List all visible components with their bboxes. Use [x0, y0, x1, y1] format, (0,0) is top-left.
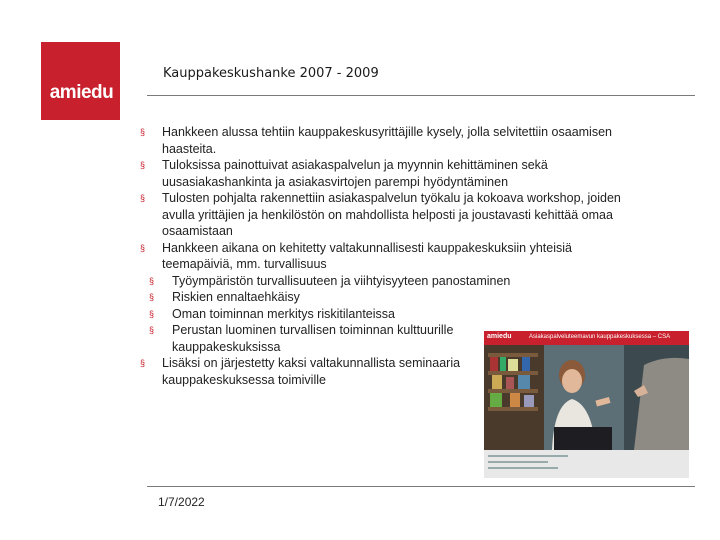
bullet-icon: §	[140, 160, 146, 170]
amiedu-logo	[41, 42, 120, 120]
sub-bullet-item-2	[140, 289, 640, 306]
bullet-item-5	[140, 355, 462, 388]
bullet-item-1	[140, 124, 640, 157]
title-divider	[147, 95, 695, 96]
footer-divider	[147, 486, 695, 487]
bullet-icon: §	[149, 275, 155, 286]
bullet-icon: §	[149, 325, 155, 335]
bullet-item-4	[140, 240, 640, 273]
bullet-text: Lisäksi on järjestetty kaksi valtakunnallista seminaaria kauppakeskuksessa toimiville	[162, 356, 461, 387]
video-header-text: Asiakaspalveluteemavun kauppakeskuksessa – CSA	[529, 334, 671, 340]
logo-text: amiedu	[49, 82, 114, 103]
video-header-bar	[484, 331, 689, 345]
sub-bullet-item-1	[140, 273, 640, 290]
bullet-item-3	[140, 190, 640, 240]
bullet-text: Hankkeen aikana on kehitetty valtakunnallisesti kauppakeskuksiin yhteisiä teemapäiviä, mm. turvallisuus	[162, 240, 572, 271]
caption-line	[488, 461, 548, 463]
sub-bullet-text: Riskien ennaltaehkäisy	[172, 290, 300, 304]
slide-date: 1/7/2022	[158, 495, 205, 509]
bullet-item-2	[140, 157, 640, 190]
sub-bullet-text: Perustan luominen turvallisen toiminnan kulttuurille kauppakeskuksissa	[172, 323, 454, 354]
bullet-icon: §	[140, 127, 146, 137]
bullet-text: Tuloksissa painottuivat asiakaspalvelun ja myynnin kehittäminen sekä uusasiakashankinta ja asiakasvirtojen parempi hyödyntäminen	[162, 158, 548, 189]
bullet-text: Tulosten pohjalta rakennettiin asiakaspalvelun työkalu ja kokoava workshop, joiden avulla yrittäjien ja henkilöstön on mahdollista helposti ja joustavasti kehittää omaa osaamistaan	[162, 191, 621, 238]
bullet-icon: §	[149, 292, 155, 302]
video-caption-area	[484, 450, 689, 478]
bullet-text: Hankkeen alussa tehtiin kauppakeskusyrittäjille kysely, jolla selvitettiin osaamisen haasteita.	[162, 125, 612, 156]
sub-bullet-item-3	[140, 306, 640, 323]
sub-bullet-text: Työympäristön turvallisuuteen ja viihtyisyyteen panostaminen	[172, 273, 511, 288]
bullet-icon: §	[149, 308, 155, 319]
bullet-icon: §	[140, 358, 146, 368]
caption-line	[488, 455, 568, 457]
caption-line	[488, 467, 558, 469]
bullet-icon: §	[140, 193, 146, 203]
sub-bullet-item-4	[140, 322, 462, 355]
slide-title: Kauppakeskushanke 2007 - 2009	[163, 66, 379, 81]
sub-bullet-text: Oman toiminnan merkitys riskitilanteissa	[172, 306, 395, 321]
shop-scene-image	[484, 345, 689, 450]
bullet-icon: §	[140, 242, 146, 253]
video-header-logo: amiedu	[487, 333, 512, 340]
video-screenshot	[484, 331, 689, 478]
